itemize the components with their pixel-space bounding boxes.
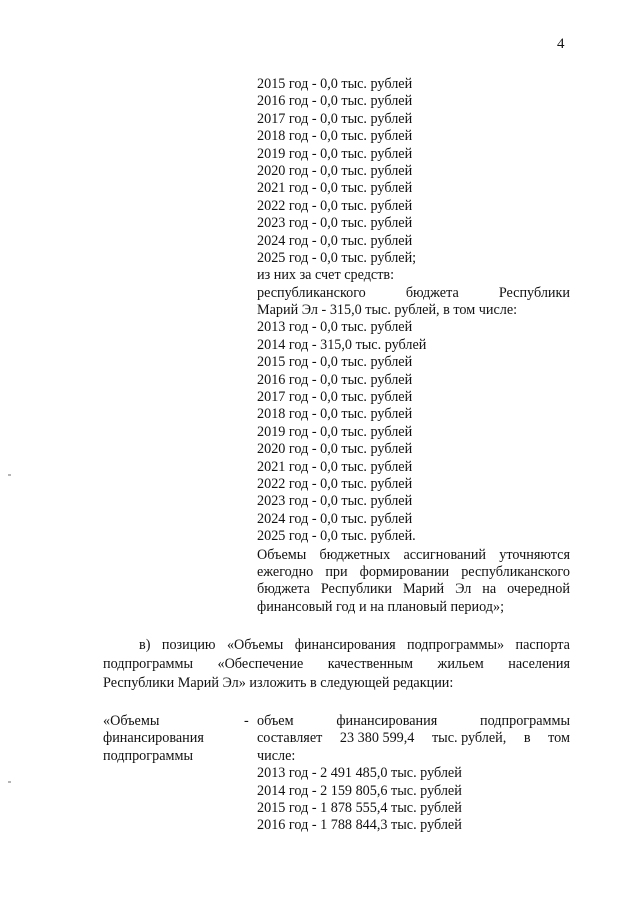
text-line: 2016 год - 0,0 тыс. рублей [257,371,413,388]
text-line: 2015 год - 0,0 тыс. рублей [257,354,413,371]
word: на [482,581,497,598]
word: жильем [437,656,484,672]
word: подпрограммы [103,656,193,672]
word: том [548,730,570,747]
word: бюджетных [319,546,391,563]
word: бюджета [405,284,459,301]
justified-line [257,730,570,747]
word: 23 380 599,4 [339,730,415,747]
text-line: 2022 год - 0,0 тыс. рублей [257,197,413,214]
word: качественным [327,656,414,672]
word: подпрограммы [480,713,570,729]
text-line: 2025 год - 0,0 тыс. рублей. [257,528,416,545]
text-line: 2016 год - 0,0 тыс. рублей [257,93,413,110]
word: Объемы [257,546,307,563]
text-line: числе: [257,747,296,764]
text-line: 2019 год - 0,0 тыс. рублей [257,145,413,162]
text-line: 2021 год - 0,0 тыс. рублей [257,458,413,475]
text-line: финансирования [103,730,204,747]
scan-mark [8,474,11,476]
table-dash: - [244,713,249,729]
word: формировании [359,563,450,580]
text-line: 2024 год - 0,0 тыс. рублей [257,232,413,249]
word: республиканского [461,563,570,580]
text-line: 2024 год - 0,0 тыс. рублей [257,510,413,527]
word: объем [257,713,294,729]
note-line [257,581,570,598]
intro-line [103,656,570,675]
word: «Обеспечение [217,656,304,672]
intro-line [103,637,570,656]
word: республиканского [257,284,366,301]
text-line: 2014 год - 2 159 805,6 тыс. рублей [257,782,462,799]
word: уточняются [499,546,570,563]
intro-paragraph [103,637,570,694]
word: подпрограммы» [407,637,505,653]
text-line: из них за счет средств: [257,267,395,284]
word: Марий [402,581,445,598]
word: бюджета [257,581,310,598]
text-line: 2016 год - 1 788 844,3 тыс. рублей [257,817,462,834]
word: ассигнований [403,546,487,563]
text-line: 2015 год - 1 878 555,4 тыс. рублей [257,799,462,816]
text-line: 2018 год - 0,0 тыс. рублей [257,128,413,145]
text-line: 2017 год - 0,0 тыс. рублей [257,110,413,127]
text-line: 2020 год - 0,0 тыс. рублей [257,441,413,458]
text-line: 2023 год - 0,0 тыс. рублей [257,493,413,510]
note-line [257,547,570,564]
table-left-column [103,713,243,765]
text-line: 2018 год - 0,0 тыс. рублей [257,406,413,423]
text-line: подпрограммы [103,747,193,764]
budget-justified-line [257,285,570,302]
intro-line: Республики Марий Эл» изложить в следующей редакции: [103,675,454,691]
page-number: 4 [557,36,565,52]
word: в [523,730,531,747]
text-line: 2020 год - 0,0 тыс. рублей [257,162,413,179]
word: Эл [455,581,472,598]
word: очередной [507,581,570,598]
text-line: 2025 год - 0,0 тыс. рублей; [257,249,417,266]
word: паспорта [515,637,570,653]
text-line: 2015 год - 0,0 тыс. рублей [257,76,413,92]
word: финансирования [294,637,396,653]
word: позицию [161,637,216,653]
word: финансирования [336,713,438,729]
scan-mark [8,781,11,783]
word: ежегодно [257,563,314,580]
table-right-column [257,713,570,835]
text-line: 2014 год - 315,0 тыс. рублей [257,336,427,353]
text-line: «Объемы [103,713,160,729]
text-line: Марий Эл - 315,0 тыс. рублей, в том числе: [257,302,518,319]
text-line: 2021 год - 0,0 тыс. рублей [257,180,413,197]
word: тыс. рублей, [431,730,507,747]
word: населения [508,656,570,672]
text-line: финансовый год и на плановый период»; [257,598,505,615]
text-line: 2022 год - 0,0 тыс. рублей [257,475,413,492]
word: при [325,563,348,580]
text-line: 2013 год - 0,0 тыс. рублей [257,319,413,336]
justified-line [257,713,570,730]
text-line: 2023 год - 0,0 тыс. рублей [257,215,413,232]
word: «Объемы [226,637,284,653]
word: Республики [498,284,570,301]
word: Республики [320,581,393,598]
note-line [257,564,570,581]
word: в) [139,637,151,653]
text-line: 2013 год - 2 491 485,0 тыс. рублей [257,765,462,782]
funding-years-block-1 [257,76,570,616]
text-line: 2017 год - 0,0 тыс. рублей [257,389,413,406]
word: составляет [257,730,323,747]
text-line: 2019 год - 0,0 тыс. рублей [257,423,413,440]
